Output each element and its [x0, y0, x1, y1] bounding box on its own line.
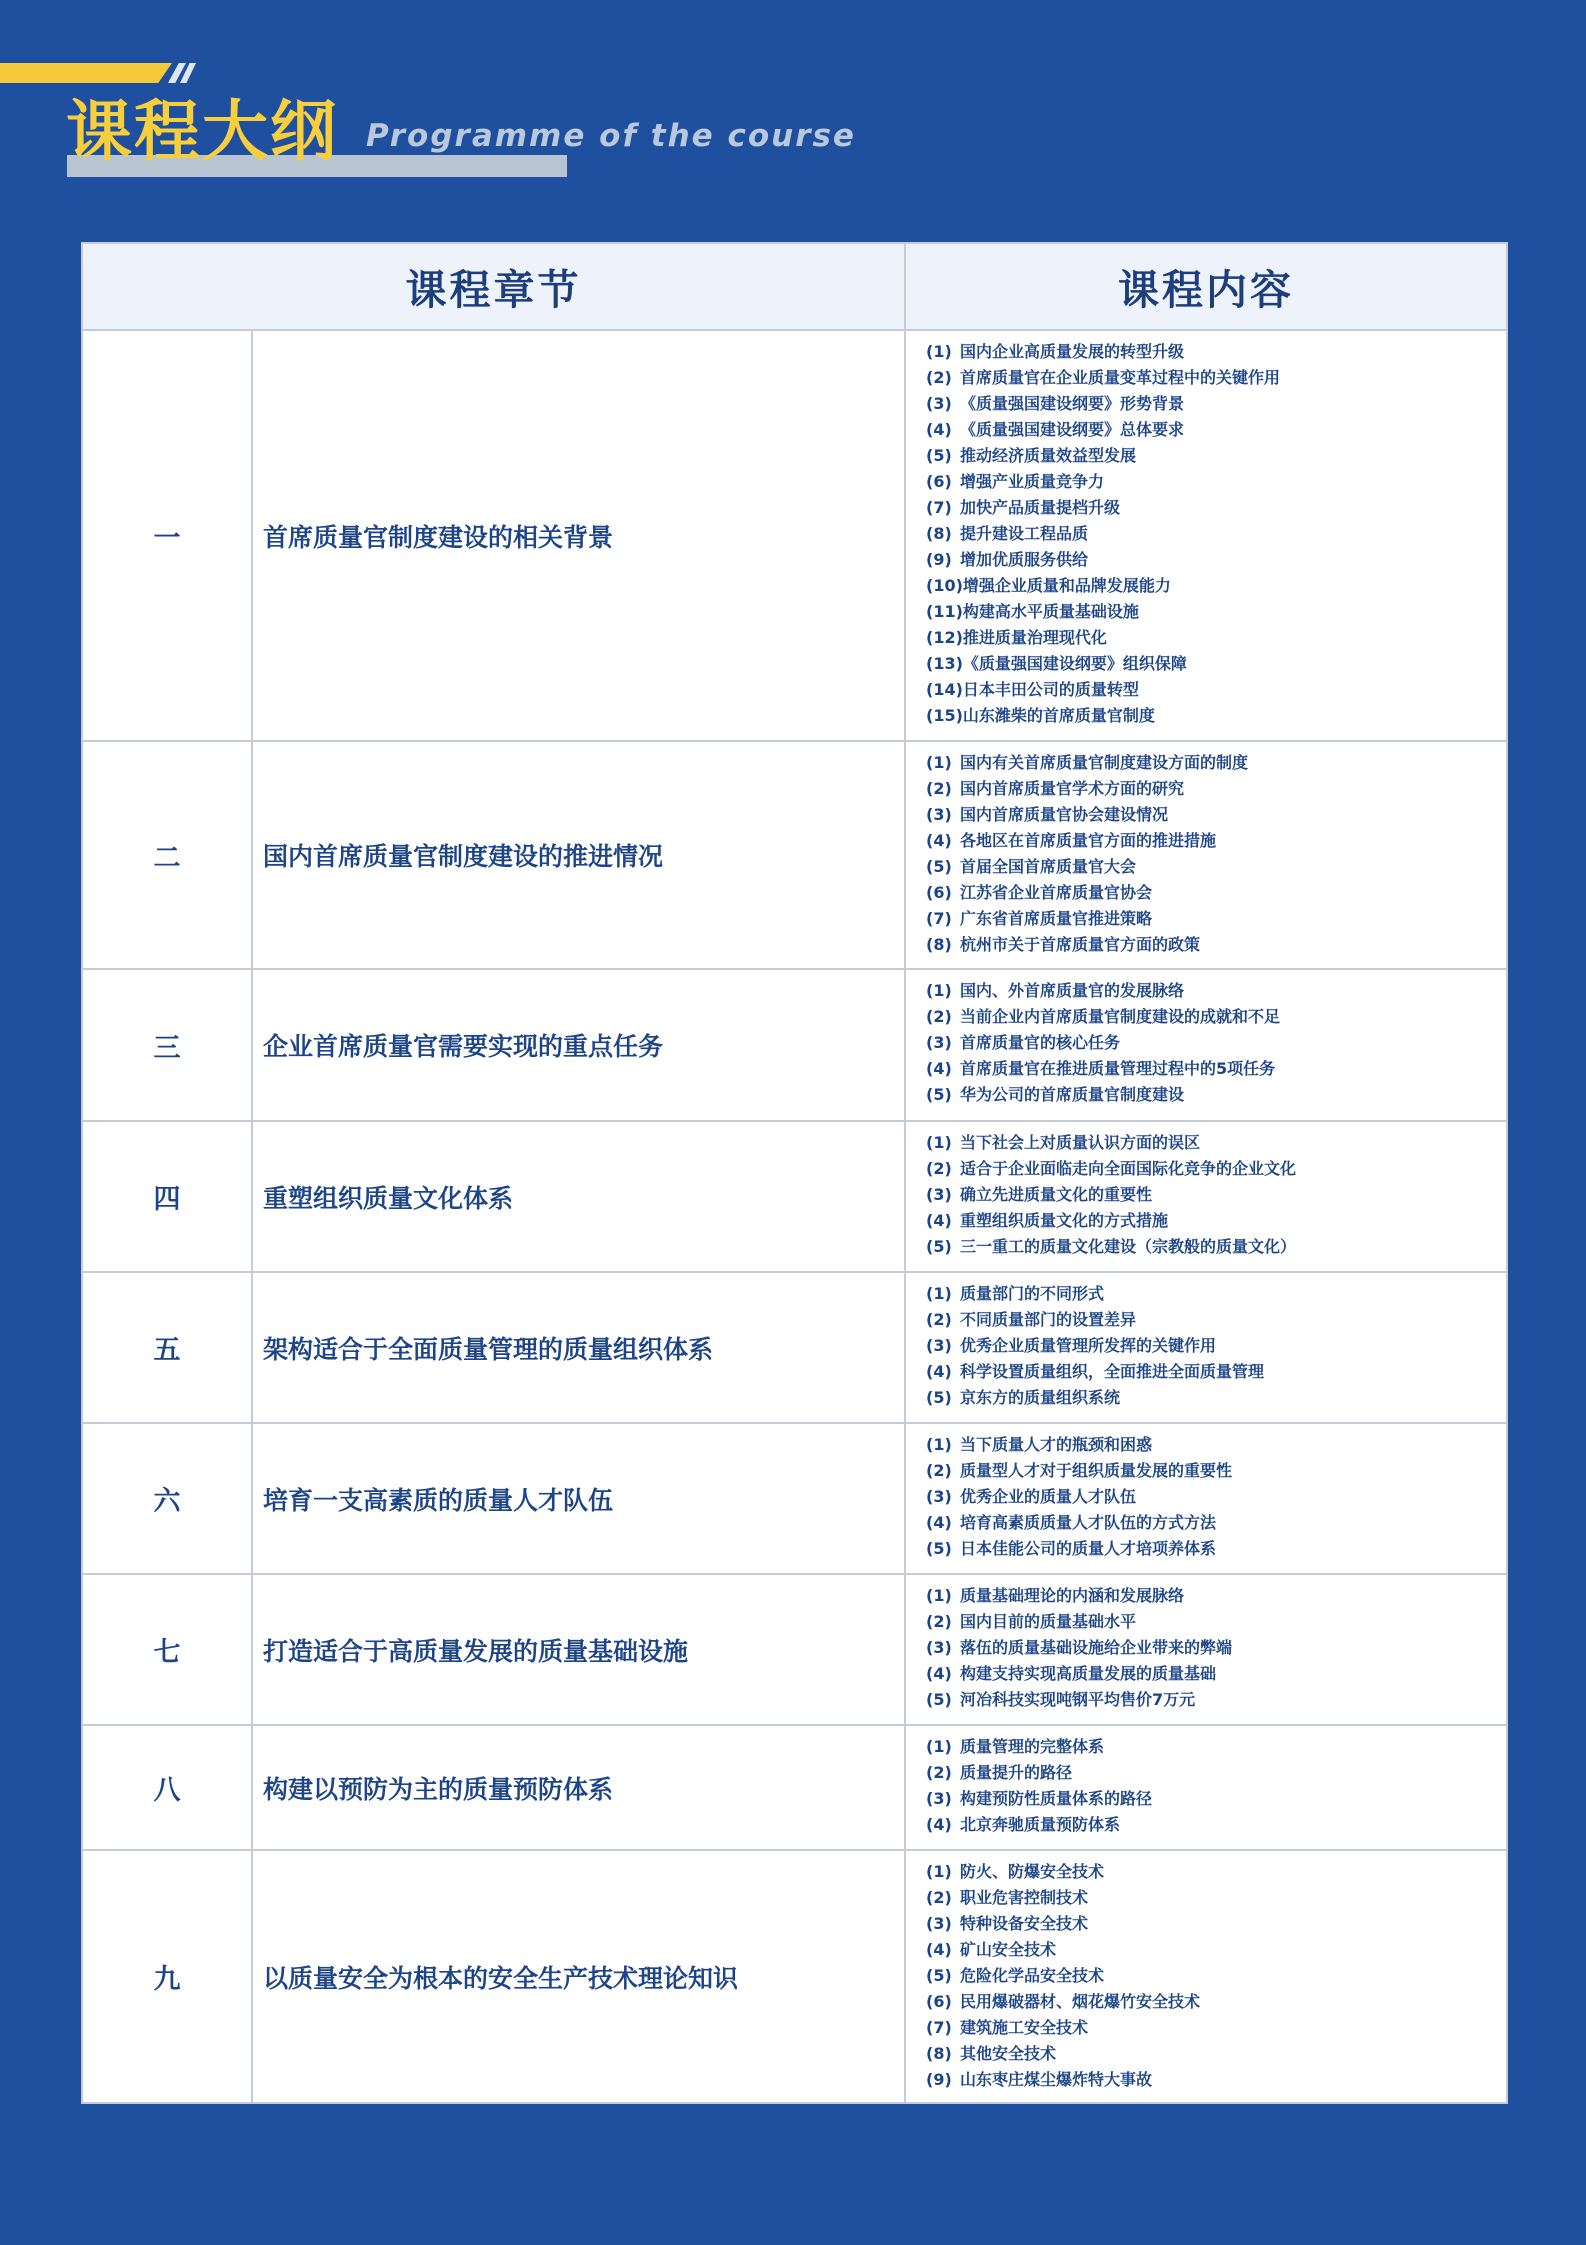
- list-item: [926, 391, 1506, 417]
- list-item: [926, 1635, 1506, 1661]
- list-item: [926, 677, 1506, 703]
- chapter-title: 构建以预防为主的质量预防体系: [252, 1725, 905, 1850]
- list-item-index: (5): [926, 1690, 952, 1709]
- list-item-text: 河冶科技实现吨钢平均售价7万元: [960, 1690, 1196, 1709]
- list-item-text: 《质量强国建设纲要》总体要求: [960, 420, 1185, 439]
- content-list: [926, 339, 1506, 729]
- list-item: [926, 1004, 1506, 1030]
- list-item-text: 防火、防爆安全技术: [960, 1862, 1105, 1881]
- course-outline-table: [81, 242, 1508, 2104]
- list-item-index: (1): [926, 1862, 952, 1881]
- list-item: [926, 469, 1506, 495]
- list-item-text: 不同质量部门的设置差异: [960, 1310, 1137, 1329]
- list-item-index: (1): [926, 1435, 952, 1454]
- list-item-text: 山东枣庄煤尘爆炸特大事故: [960, 2070, 1153, 2089]
- chapter-number: 五: [82, 1272, 252, 1423]
- list-item: [926, 880, 1506, 906]
- list-item-index: (5): [926, 446, 952, 465]
- list-item-index: (3): [926, 1033, 952, 1052]
- list-item-index: (12): [926, 628, 963, 647]
- list-item-index: (8): [926, 935, 952, 954]
- list-item: [926, 1536, 1506, 1562]
- content-list: [926, 750, 1506, 958]
- list-item-index: (2): [926, 1888, 952, 1907]
- table-row: [82, 330, 1507, 741]
- list-item-index: (3): [926, 1487, 952, 1506]
- list-item: [926, 1385, 1506, 1411]
- list-item: [926, 1937, 1506, 1963]
- list-item: [926, 854, 1506, 880]
- chapter-number: 四: [82, 1121, 252, 1272]
- list-item-index: (3): [926, 1185, 952, 1204]
- list-item-index: (2): [926, 1461, 952, 1480]
- list-item-index: (2): [926, 1007, 952, 1026]
- list-item-index: (1): [926, 753, 952, 772]
- chapter-number: 六: [82, 1423, 252, 1574]
- list-item-index: (5): [926, 1539, 952, 1558]
- content-list: [926, 1859, 1506, 2093]
- list-item-index: (4): [926, 1664, 952, 1683]
- list-item: [926, 1786, 1506, 1812]
- list-item: [926, 1812, 1506, 1838]
- list-item: [926, 1687, 1506, 1713]
- list-item-index: (7): [926, 2018, 952, 2037]
- list-item-text: 落伍的质量基础设施给企业带来的弊端: [960, 1638, 1233, 1657]
- list-item-index: (3): [926, 805, 952, 824]
- list-item-index: (4): [926, 1815, 952, 1834]
- list-item-index: (3): [926, 1336, 952, 1355]
- list-item-index: (4): [926, 1211, 952, 1230]
- table-row: [82, 1850, 1507, 2103]
- table-row: [82, 1725, 1507, 1850]
- list-item-index: (11): [926, 602, 963, 621]
- list-item-index: (8): [926, 2044, 952, 2063]
- list-item-text: 构建高水平质量基础设施: [962, 602, 1139, 621]
- chapter-title: 首席质量官制度建设的相关背景: [252, 330, 905, 741]
- list-item-text: 广东省首席质量官推进策略: [960, 909, 1153, 928]
- list-item-text: 优秀企业质量管理所发挥的关键作用: [960, 1336, 1217, 1355]
- list-item-text: 建筑施工安全技术: [960, 2018, 1089, 2037]
- chapter-content: [905, 1423, 1507, 1574]
- list-item-index: (5): [926, 1085, 952, 1104]
- list-item-text: 职业危害控制技术: [960, 1888, 1089, 1907]
- list-item: [926, 1359, 1506, 1385]
- chapter-content: [905, 1725, 1507, 1850]
- list-item: [926, 1130, 1506, 1156]
- list-item-index: (10): [926, 576, 963, 595]
- list-item-text: 三一重工的质量文化建设（宗教般的质量文化）: [960, 1237, 1297, 1256]
- list-item-text: 国内企业高质量发展的转型升级: [960, 342, 1185, 361]
- list-item-text: 日本丰田公司的质量转型: [962, 680, 1139, 699]
- list-item: [926, 750, 1506, 776]
- list-item: [926, 339, 1506, 365]
- list-item-index: (4): [926, 1513, 952, 1532]
- list-item: [926, 802, 1506, 828]
- list-item-index: (1): [926, 1737, 952, 1756]
- list-item-index: (13): [926, 654, 963, 673]
- chapter-content: [905, 741, 1507, 969]
- list-item-index: (5): [926, 1388, 952, 1407]
- list-item-text: 京东方的质量组织系统: [960, 1388, 1121, 1407]
- chapter-title: 企业首席质量官需要实现的重点任务: [252, 969, 905, 1121]
- list-item-index: (9): [926, 2070, 952, 2089]
- list-item-text: 北京奔驰质量预防体系: [960, 1815, 1121, 1834]
- list-item-index: (4): [926, 831, 952, 850]
- list-item: [926, 1307, 1506, 1333]
- list-item-text: 国内、外首席质量官的发展脉络: [960, 981, 1185, 1000]
- list-item: [926, 651, 1506, 677]
- header-chapter: 课程章节: [82, 243, 905, 330]
- list-item-text: 首席质量官的核心任务: [960, 1033, 1121, 1052]
- list-item: [926, 1661, 1506, 1687]
- header-content: 课程内容: [905, 243, 1507, 330]
- chapter-number: 九: [82, 1850, 252, 2103]
- list-item-text: 重塑组织质量文化的方式措施: [960, 1211, 1169, 1230]
- list-item-text: 杭州市关于首席质量官方面的政策: [960, 935, 1201, 954]
- table-row: [82, 1121, 1507, 1272]
- list-item: [926, 906, 1506, 932]
- chapter-title: 架构适合于全面质量管理的质量组织体系: [252, 1272, 905, 1423]
- content-list: [926, 1583, 1506, 1713]
- list-item-text: 《质量强国建设纲要》形势背景: [960, 394, 1185, 413]
- decorative-stripe: [0, 63, 172, 83]
- list-item: [926, 1760, 1506, 1786]
- table-row: [82, 969, 1507, 1121]
- list-item: [926, 2015, 1506, 2041]
- list-item-index: (3): [926, 394, 952, 413]
- list-item-index: (4): [926, 1362, 952, 1381]
- list-item-text: 构建支持实现高质量发展的质量基础: [960, 1664, 1217, 1683]
- chapter-number: 一: [82, 330, 252, 741]
- list-item-text: 各地区在首席质量官方面的推进措施: [960, 831, 1217, 850]
- table-body: [82, 330, 1507, 2103]
- list-item-text: 优秀企业的质量人才队伍: [960, 1487, 1137, 1506]
- list-item-text: 质量管理的完整体系: [960, 1737, 1105, 1756]
- list-item: [926, 776, 1506, 802]
- list-item-text: 首席质量官在推进质量管理过程中的5项任务: [960, 1059, 1276, 1078]
- list-item-index: (2): [926, 1159, 952, 1178]
- list-item: [926, 1609, 1506, 1635]
- list-item-text: 危险化学品安全技术: [960, 1966, 1105, 1985]
- chapter-number: 二: [82, 741, 252, 969]
- list-item-text: 矿山安全技术: [960, 1940, 1057, 1959]
- list-item-text: 质量基础理论的内涵和发展脉络: [960, 1586, 1185, 1605]
- list-item-text: 当前企业内首席质量官制度建设的成就和不足: [960, 1007, 1281, 1026]
- table-row: [82, 1423, 1507, 1574]
- list-item: [926, 1234, 1506, 1260]
- list-item: [926, 1030, 1506, 1056]
- page-title: 课程大纲: [66, 93, 338, 170]
- list-item-index: (4): [926, 1059, 952, 1078]
- list-item-text: 构建预防性质量体系的路径: [960, 1789, 1153, 1808]
- content-list: [926, 978, 1506, 1108]
- list-item-index: (3): [926, 1914, 952, 1933]
- list-item: [926, 1432, 1506, 1458]
- list-item: [926, 978, 1506, 1004]
- chapter-title: 培育一支高素质的质量人才队伍: [252, 1423, 905, 1574]
- list-item-text: 首届全国首席质量官大会: [960, 857, 1137, 876]
- list-item-index: (2): [926, 368, 952, 387]
- list-item-text: 适合于企业面临走向全面国际化竞争的企业文化: [960, 1159, 1297, 1178]
- list-item-index: (2): [926, 1612, 952, 1631]
- list-item: [926, 573, 1506, 599]
- chapter-number: 八: [82, 1725, 252, 1850]
- list-item: [926, 2067, 1506, 2093]
- chapter-content: [905, 1574, 1507, 1725]
- list-item-index: (7): [926, 909, 952, 928]
- table-row: [82, 1272, 1507, 1423]
- list-item: [926, 1583, 1506, 1609]
- list-item-text: 当下社会上对质量认识方面的误区: [960, 1133, 1201, 1152]
- list-item: [926, 599, 1506, 625]
- list-item-text: 增强企业质量和品牌发展能力: [962, 576, 1171, 595]
- list-item-index: (4): [926, 420, 952, 439]
- list-item-index: (4): [926, 1940, 952, 1959]
- list-item-text: 民用爆破器材、烟花爆竹安全技术: [960, 1992, 1201, 2011]
- chapter-title: 国内首席质量官制度建设的推进情况: [252, 741, 905, 969]
- list-item: [926, 1963, 1506, 1989]
- list-item-text: 确立先进质量文化的重要性: [960, 1185, 1153, 1204]
- list-item: [926, 1208, 1506, 1234]
- list-item: [926, 1082, 1506, 1108]
- list-item: [926, 703, 1506, 729]
- list-item-text: 增强产业质量竞争力: [960, 472, 1105, 491]
- list-item-text: 江苏省企业首席质量官协会: [960, 883, 1153, 902]
- chapter-content: [905, 1121, 1507, 1272]
- list-item-index: (1): [926, 1586, 952, 1605]
- list-item-text: 首席质量官在企业质量变革过程中的关键作用: [960, 368, 1281, 387]
- list-item-text: 质量型人才对于组织质量发展的重要性: [960, 1461, 1233, 1480]
- chapter-title: 重塑组织质量文化体系: [252, 1121, 905, 1272]
- list-item: [926, 1510, 1506, 1536]
- content-list: [926, 1432, 1506, 1562]
- list-item: [926, 625, 1506, 651]
- list-item-index: (1): [926, 981, 952, 1000]
- list-item-text: 国内有关首席质量官制度建设方面的制度: [960, 753, 1249, 772]
- list-item: [926, 2041, 1506, 2067]
- content-list: [926, 1130, 1506, 1260]
- list-item-text: 提升建设工程品质: [960, 524, 1089, 543]
- content-list: [926, 1734, 1506, 1838]
- list-item-text: 其他安全技术: [960, 2044, 1057, 2063]
- chapter-content: [905, 1272, 1507, 1423]
- table-row: [82, 1574, 1507, 1725]
- list-item-index: (6): [926, 883, 952, 902]
- list-item-text: 特种设备安全技术: [960, 1914, 1089, 1933]
- list-item: [926, 547, 1506, 573]
- chapter-number: 三: [82, 969, 252, 1121]
- content-list: [926, 1281, 1506, 1411]
- list-item-index: (5): [926, 1966, 952, 1985]
- list-item-text: 当下质量人才的瓶颈和困惑: [960, 1435, 1153, 1454]
- list-item: [926, 1333, 1506, 1359]
- list-item: [926, 1182, 1506, 1208]
- list-item-text: 国内首席质量官学术方面的研究: [960, 779, 1185, 798]
- list-item: [926, 1156, 1506, 1182]
- list-item-text: 质量提升的路径: [960, 1763, 1073, 1782]
- list-item-index: (2): [926, 1763, 952, 1782]
- page-subtitle: Programme of the course: [366, 118, 856, 154]
- list-item: [926, 1859, 1506, 1885]
- list-item-index: (1): [926, 1284, 952, 1303]
- list-item: [926, 1885, 1506, 1911]
- list-item-index: (5): [926, 1237, 952, 1256]
- list-item-text: 山东潍柴的首席质量官制度: [962, 706, 1155, 725]
- list-item: [926, 417, 1506, 443]
- list-item-text: 增加优质服务供给: [960, 550, 1089, 569]
- list-item: [926, 828, 1506, 854]
- list-item-index: (3): [926, 1638, 952, 1657]
- list-item-index: (3): [926, 1789, 952, 1808]
- list-item-text: 质量部门的不同形式: [960, 1284, 1105, 1303]
- list-item-text: 科学设置质量组织，全面推进全面质量管理: [960, 1362, 1265, 1381]
- list-item-index: (6): [926, 472, 952, 491]
- list-item-index: (2): [926, 1310, 952, 1329]
- list-item: [926, 1281, 1506, 1307]
- list-item: [926, 1911, 1506, 1937]
- list-item-text: 推进质量治理现代化: [962, 628, 1107, 647]
- chapter-content: [905, 969, 1507, 1121]
- list-item-text: 国内目前的质量基础水平: [960, 1612, 1137, 1631]
- list-item: [926, 443, 1506, 469]
- list-item: [926, 1458, 1506, 1484]
- list-item-index: (15): [926, 706, 963, 725]
- table-header-row: [82, 243, 1507, 330]
- page-header: [0, 0, 1586, 200]
- list-item-index: (5): [926, 857, 952, 876]
- chapter-number: 七: [82, 1574, 252, 1725]
- chapter-title: 打造适合于高质量发展的质量基础设施: [252, 1574, 905, 1725]
- list-item: [926, 1056, 1506, 1082]
- list-item-index: (8): [926, 524, 952, 543]
- list-item-text: 《质量强国建设纲要》组织保障: [962, 654, 1187, 673]
- list-item-index: (14): [926, 680, 963, 699]
- list-item: [926, 365, 1506, 391]
- list-item: [926, 1989, 1506, 2015]
- list-item-index: (7): [926, 498, 952, 517]
- chapter-title: 以质量安全为根本的安全生产技术理论知识: [252, 1850, 905, 2103]
- list-item: [926, 932, 1506, 958]
- list-item: [926, 495, 1506, 521]
- list-item-index: (1): [926, 342, 952, 361]
- list-item-index: (1): [926, 1133, 952, 1152]
- list-item-index: (6): [926, 1992, 952, 2011]
- list-item: [926, 521, 1506, 547]
- list-item-text: 推动经济质量效益型发展: [960, 446, 1137, 465]
- list-item: [926, 1484, 1506, 1510]
- table-row: [82, 741, 1507, 969]
- list-item-text: 国内首席质量官协会建设情况: [960, 805, 1169, 824]
- chapter-content: [905, 330, 1507, 741]
- chapter-content: [905, 1850, 1507, 2103]
- list-item-index: (2): [926, 779, 952, 798]
- list-item-text: 加快产品质量提档升级: [960, 498, 1121, 517]
- list-item: [926, 1734, 1506, 1760]
- list-item-index: (9): [926, 550, 952, 569]
- list-item-text: 培育高素质质量人才队伍的方式方法: [960, 1513, 1217, 1532]
- list-item-text: 日本佳能公司的质量人才培项养体系: [960, 1539, 1217, 1558]
- list-item-text: 华为公司的首席质量官制度建设: [960, 1085, 1185, 1104]
